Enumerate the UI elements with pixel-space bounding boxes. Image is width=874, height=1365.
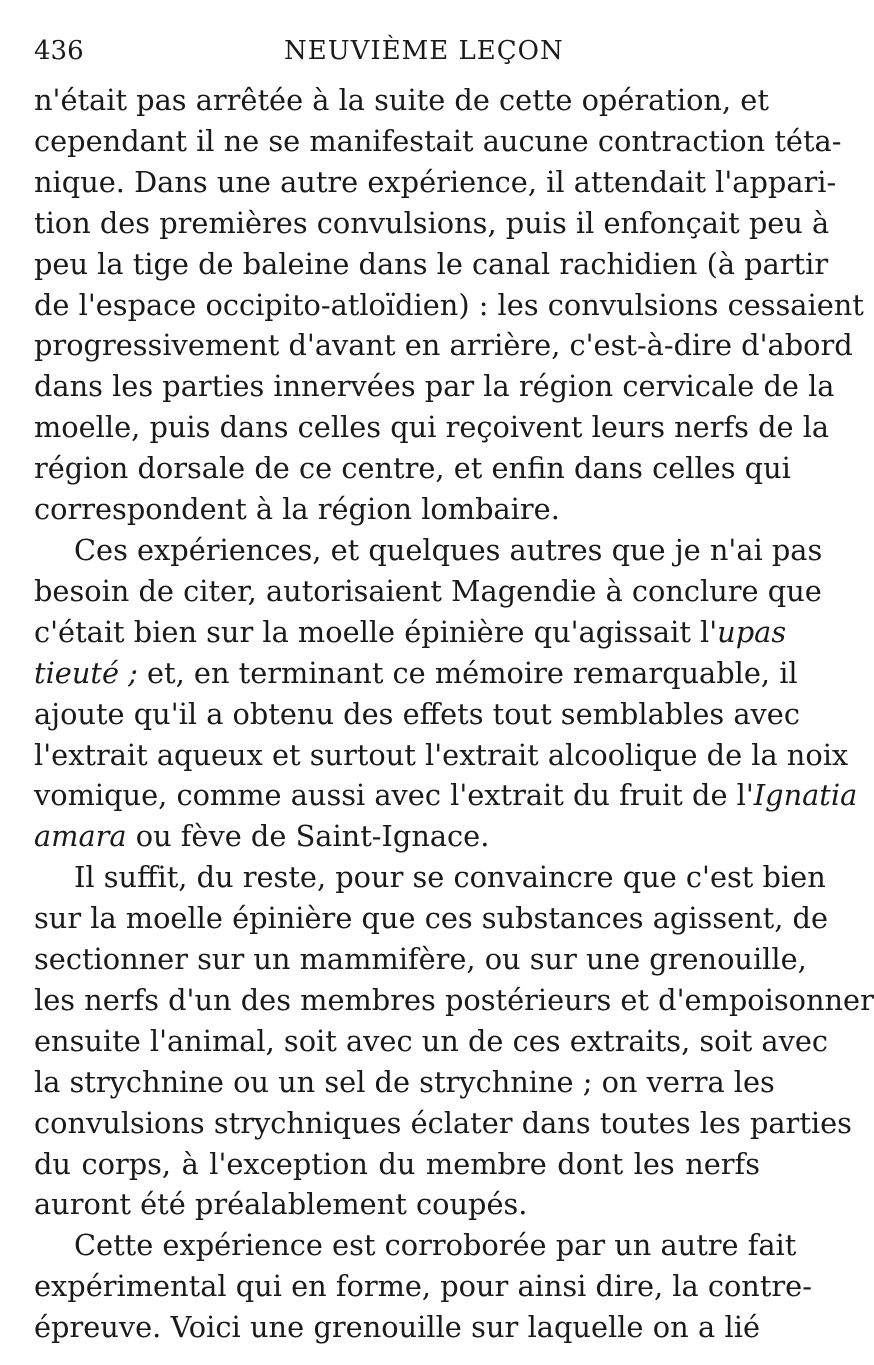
body-text xyxy=(34,80,874,1348)
text-segment: l'extrait aqueux et surtout l'extrait alcoolique de la noix xyxy=(34,737,849,772)
text-segment: sectionner sur un mammifère, ou sur une grenouille, xyxy=(34,942,807,977)
text-line xyxy=(34,366,835,407)
text-line xyxy=(34,1062,775,1103)
text-line xyxy=(34,448,791,489)
text-line xyxy=(34,1225,797,1266)
text-segment: Ces expériences, et quelques autres que je n'ai pas xyxy=(74,532,823,567)
text-segment: du corps, à l'exception du membre dont les nerfs xyxy=(34,1146,760,1181)
text-line xyxy=(34,612,787,653)
text-line xyxy=(34,980,874,1021)
page-number: 436 xyxy=(34,36,84,66)
paragraph xyxy=(34,530,858,857)
text-line xyxy=(34,80,769,121)
text-segment: les nerfs d'un des membres postérieurs et d'empoisonner xyxy=(34,982,874,1017)
text-segment: sur la moelle épinière que ces substances agissent, de xyxy=(34,901,829,936)
text-line xyxy=(34,735,849,776)
text-segment: tion des premières convulsions, puis il enfonçait peu à xyxy=(34,205,830,240)
text-segment: Il suffit, du reste, pour se convaincre que c'est bien xyxy=(74,860,826,895)
text-line xyxy=(34,162,837,203)
paragraph xyxy=(34,857,874,1225)
text-line xyxy=(34,1184,760,1225)
text-line xyxy=(34,530,823,571)
italic-text: tieuté ; xyxy=(34,655,138,690)
text-line xyxy=(34,1307,760,1348)
text-line xyxy=(34,325,853,366)
text-line xyxy=(34,1103,852,1144)
page-header xyxy=(34,36,760,80)
text-line xyxy=(34,939,807,980)
italic-text: amara xyxy=(34,819,127,854)
italic-text: upas xyxy=(717,614,787,649)
text-line xyxy=(34,407,830,448)
text-line xyxy=(34,121,842,162)
text-segment: cependant il ne se manifestait aucune contraction téta- xyxy=(34,123,842,158)
text-line xyxy=(34,244,829,285)
text-segment: peu la tige de baleine dans le canal rachidien (à partir xyxy=(34,246,829,281)
text-segment: expérimental qui en forme, pour ainsi dire, la contre- xyxy=(34,1269,812,1304)
text-segment: de l'espace occipito-atloïdien) : les convulsions cessaient xyxy=(34,287,864,322)
text-segment: dans les parties innervées par la région cervicale de la xyxy=(34,369,835,404)
text-segment: progressivement d'avant en arrière, c'est-à-dire d'abord xyxy=(34,328,853,363)
paragraph xyxy=(34,80,864,530)
text-segment: la strychnine ou un sel de strychnine ; on verra les xyxy=(34,1064,775,1099)
italic-text: Ignatia xyxy=(753,778,858,813)
text-segment: moelle, puis dans celles qui reçoivent leurs nerfs de la xyxy=(34,410,830,445)
text-line xyxy=(34,285,864,326)
text-line xyxy=(34,1266,812,1307)
text-segment: ensuite l'animal, soit avec un de ces extraits, soit avec xyxy=(34,1023,829,1058)
text-line xyxy=(34,203,830,244)
text-segment: c'était bien sur la moelle épinière qu'agissait l' xyxy=(34,614,718,649)
text-segment: convulsions strychniques éclater dans toutes les parties xyxy=(34,1105,852,1140)
text-segment: correspondent à la région lombaire. xyxy=(34,492,560,527)
text-segment: Cette expérience est corroborée par un autre fait xyxy=(74,1228,797,1263)
text-segment: vomique, comme aussi avec l'extrait du fruit de l' xyxy=(34,778,754,813)
running-title: NEUVIÈME LEÇON xyxy=(284,36,564,66)
text-segment: épreuve. Voici une grenouille sur laquelle on a lié xyxy=(34,1310,760,1345)
text-segment: n'était pas arrêtée à la suite de cette opération, et xyxy=(34,83,769,117)
text-line xyxy=(34,571,822,612)
text-segment: auront été préalablement coupés. xyxy=(34,1187,528,1222)
text-line xyxy=(34,1021,829,1062)
text-line xyxy=(34,694,800,735)
text-line xyxy=(34,1144,760,1185)
text-line xyxy=(34,898,829,939)
text-line xyxy=(34,489,760,530)
text-segment: région dorsale de ce centre, et enfin dans celles qui xyxy=(34,451,791,486)
paragraph xyxy=(34,1225,812,1348)
text-line xyxy=(34,816,760,857)
text-segment: et, en terminant ce mémoire remarquable, il xyxy=(137,655,798,690)
text-segment: nique. Dans une autre expérience, il attendait l'appari- xyxy=(34,164,837,199)
text-line xyxy=(34,775,858,816)
text-line xyxy=(34,857,826,898)
text-segment: ou fève de Saint-Ignace. xyxy=(126,819,490,854)
text-segment: ajoute qu'il a obtenu des effets tout semblables avec xyxy=(34,696,800,731)
text-segment: besoin de citer, autorisaient Magendie à conclure que xyxy=(34,573,822,608)
text-line xyxy=(34,653,798,694)
